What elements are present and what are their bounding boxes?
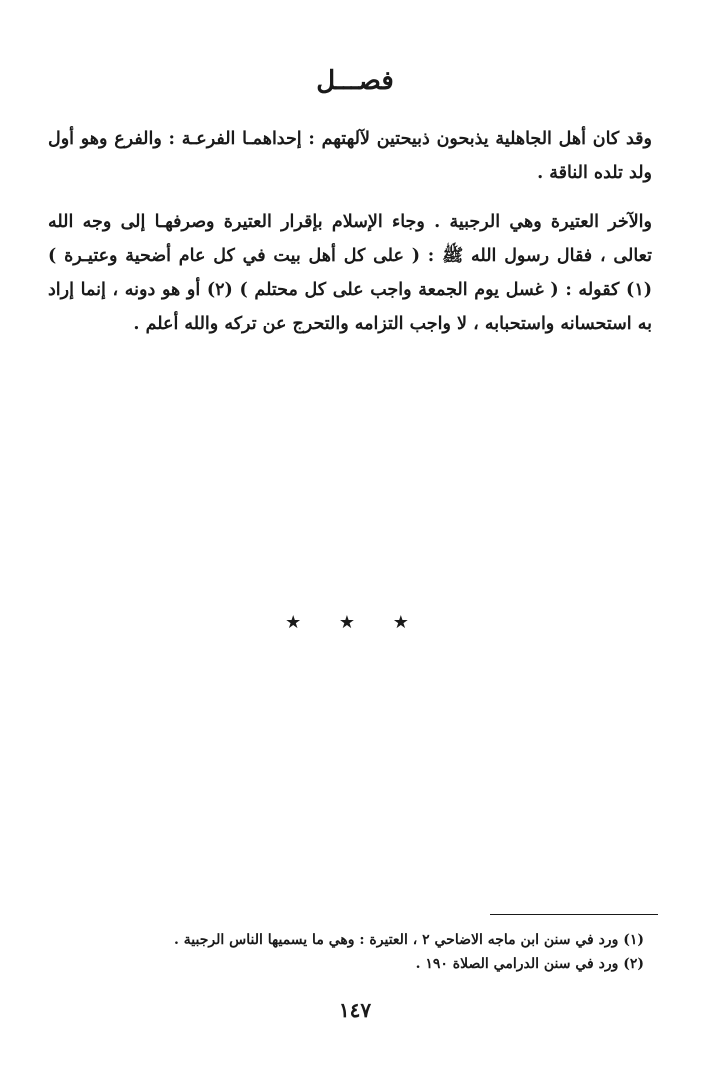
footnote-1: (١) ورد في سنن ابن ماجه الاضاحي ٢ ، العتيرة : وهي ما يسميها الناس الرجبية . <box>174 932 644 948</box>
section-separator: ★ ★ ★ <box>285 612 425 633</box>
footnote-2: (٢) ورد في سنن الدرامي الصلاة ١٩٠ . <box>415 956 644 972</box>
section-heading: فصـــل <box>316 66 394 96</box>
page-number: ١٤٧ <box>338 998 372 1022</box>
paragraph-1: وقد كان أهل الجاهلية يذبحون ذبيحتين لآلهتهم : إحداهمـا الفرعـة : والفرع وهو أول ولد تلده الناقة . <box>48 129 652 183</box>
footnotes <box>48 928 644 976</box>
footnote-divider <box>490 914 658 915</box>
paragraph-2: والآخر العتيرة وهي الرجبية . وجاء الإسلام بإقرار العتيرة وصرفهـا إلى وجه الله تعالى ، فقال رسول الله ﷺ : ( على كل أهل بيت في كل عام أضحية وعتيـرة ) (١) كقوله : ( غسل يوم الجمعة واجب على كل محتلم ) (٢) أو هو دونه ، إنما إراد به استحسانه واستحبابه ، لا واجب التزامه والتحرج عن تركه والله أعلم . <box>48 212 653 334</box>
